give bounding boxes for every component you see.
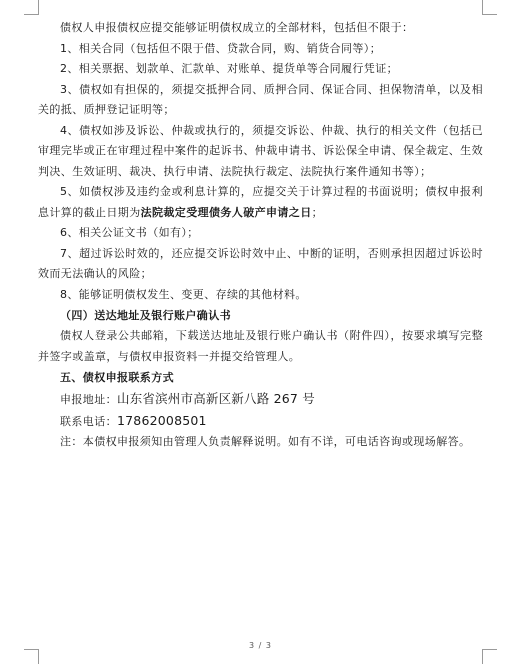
section-four-heading: （四）送达地址及银行账户确认书 — [60, 309, 231, 322]
interest-text: 5、如债权涉及违约金或利息计算的，应提交关于计算过程的书面说明；债权申报利息计算的截止日期为 — [38, 185, 483, 219]
address-label: 申报地址： — [60, 393, 117, 406]
address-value: 山东省滨州市高新区新八路 267 号 — [117, 391, 315, 406]
list-item-limitation: 7、超过诉讼时效的，还应提交诉讼时效中止、中断的证明，否则承担因超过诉讼时效而无法确认的风险； — [38, 246, 483, 280]
crop-mark-top-right — [482, 0, 497, 15]
list-item-contracts: 1、相关合同（包括但不限于借、贷款合同，购、销货合同等）； — [60, 41, 382, 55]
note-paragraph: 注：本债权申报须知由管理人负责解释说明。如有不详，可电话咨询或现场解答。 — [60, 435, 471, 448]
section-five-heading: 五、债权申报联系方式 — [60, 371, 174, 384]
document-body — [38, 18, 483, 453]
section-four-body: 债权人登录公共邮箱，下载送达地址及银行账户确认书（附件四），按要求填写完整并签字或盖章，与债权申报资料一并提交给管理人。 — [38, 329, 483, 363]
list-item-notarial: 6、相关公证文书（如有）； — [60, 226, 199, 239]
list-item-receipts: 2、相关票据、划款单、汇款单、对账单、提货单等合同履行凭证； — [60, 62, 398, 75]
interest-text-end: ； — [311, 205, 324, 219]
crop-mark-bottom-left — [24, 649, 39, 664]
crop-mark-bottom-right — [482, 649, 497, 664]
intro-paragraph: 债权人申报债权应提交能够证明债权成立的全部材料，包括但不限于： — [60, 21, 414, 34]
list-item-interest — [38, 182, 483, 223]
list-item-guarantees: 3、债权如有担保的，须提交抵押合同、质押合同、保证合同、担保物清单，以及相关的抵、质押登记证明等； — [38, 82, 483, 116]
cutoff-date-emphasis: 法院裁定受理债务人破产申请之日 — [140, 205, 312, 219]
list-item-litigation: 4、债权如涉及诉讼、仲裁或执行的，须提交诉讼、仲裁、执行的相关文件（包括已审理完毕或正在审理过程中案件的起诉书、仲裁申请书、诉讼保全申请、保全裁定、生效判决、生效证明、裁决、执行申请、法院执行裁定、法院执行案件通知书等）； — [38, 123, 483, 178]
phone-value: 17862008501 — [117, 413, 207, 428]
phone-line — [38, 410, 483, 432]
crop-mark-top-left — [24, 0, 39, 15]
phone-label: 联系电话： — [60, 415, 117, 428]
list-item-other: 8、能够证明债权发生、变更、存续的其他材料。 — [60, 287, 307, 301]
address-line — [38, 388, 483, 410]
page-number: 3 / 3 — [249, 641, 272, 650]
